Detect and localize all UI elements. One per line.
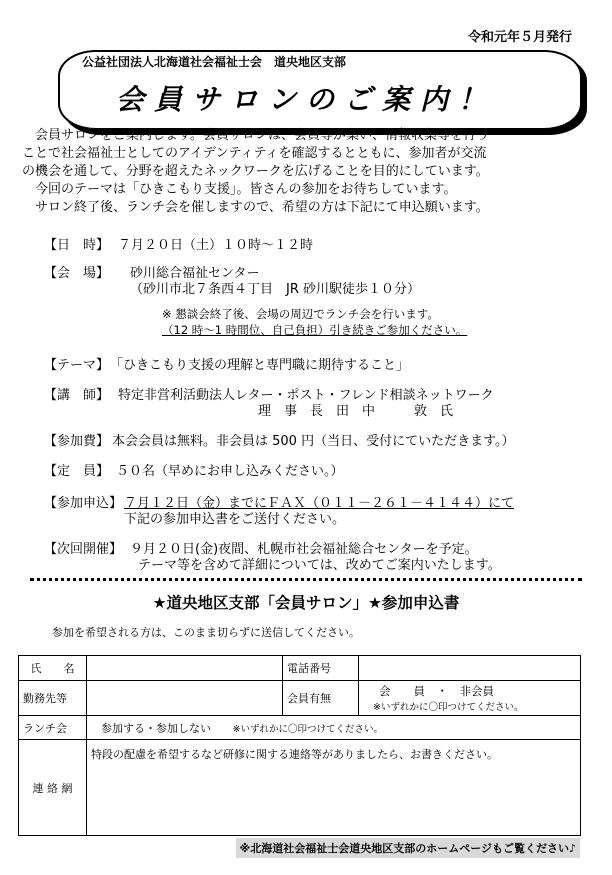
- footer-note: ※北海道社会福祉士会道央地区支部のホームページもご覧ください♪: [236, 838, 581, 858]
- capacity-value: ５０名（早めにお申し込みください。）: [116, 464, 344, 479]
- lecturer-name: 理 事 長 田 中 敦 氏: [258, 404, 454, 419]
- issue-date: 令和元年５月発行: [467, 30, 572, 45]
- page-title: 会員サロンのご案内！: [115, 83, 496, 116]
- contact-label: 連 絡 網: [19, 740, 87, 836]
- fee-value: 本会会員は無料。非会員は 500 円（当日、受付にていただきます。）: [112, 434, 515, 449]
- intro-line: サロン終了後、ランチ会を催しますので、希望の方は下記にて申込願います。: [22, 200, 489, 215]
- next-event-note: テーマ等を含めて詳細については、改めてご案内いたします。: [138, 558, 501, 573]
- venue-value: 砂川総合福祉センター: [130, 266, 260, 281]
- cut-line-divider: [30, 578, 582, 581]
- member-field[interactable]: [359, 681, 581, 716]
- apply-instruction: 下記の参加申込書をご送付ください。: [124, 512, 346, 527]
- lecturer-label: 【講 師】: [44, 388, 110, 403]
- member-hint: ※いずれかに〇印つけてください。: [373, 702, 524, 713]
- intro-line: 会員サロンをご案内します。会員サロンは、会員等が集い、情報収集等を行う: [22, 128, 489, 143]
- next-label: 【次回開催】: [44, 542, 123, 557]
- datetime-value: ７月２０日（土）１０時～１２時: [118, 238, 314, 253]
- form-title: ★道央地区支部「会員サロン」★参加申込書: [152, 594, 460, 612]
- name-label: 氏 名: [19, 656, 87, 681]
- phone-field[interactable]: [359, 656, 581, 681]
- form-note: 参加を希望される方は、このまま切らずに送信してください。: [52, 626, 360, 639]
- lunch-note: ※ 懇談会終了後、会場の周辺でランチ会を行います。: [162, 307, 439, 321]
- next-event: ９月２０日(金)夜間、札幌市社会福祉総合センターを予定。: [130, 542, 478, 557]
- intro-line: の機会を通して、分野を超えたネックワークを広げることを目的にしています。: [22, 164, 489, 179]
- workplace-label: 勤務先等: [19, 681, 87, 716]
- name-field[interactable]: [87, 656, 283, 681]
- datetime-label: 【日 時】: [44, 238, 110, 253]
- capacity-label: 【定 員】: [44, 464, 110, 479]
- theme-value: 「ひきこもり支援の理解と専門職に期待すること」: [110, 358, 410, 373]
- fee-label: 【参加費】: [44, 434, 110, 449]
- lecturer-org: 特定非営利活動法人レター・ポスト・フレンド相談ネットワーク: [118, 388, 494, 403]
- organization-name: 公益社団法人北海道社会福祉士会 道央地区支部: [82, 55, 347, 69]
- apply-label: 【参加申込】: [44, 496, 123, 511]
- lunch-note-detail: （12 時～1 時間位、自己負担）引き続きご参加ください。: [162, 323, 468, 337]
- venue-address: （砂川市北７条西４丁目 JR 砂川駅徒歩１０分）: [130, 282, 420, 297]
- venue-label: 【会 場】: [44, 266, 110, 281]
- theme-label: 【テーマ】: [44, 358, 110, 373]
- member-label: 会員有無: [283, 681, 359, 716]
- application-form: [18, 655, 581, 836]
- contact-field[interactable]: [87, 740, 581, 836]
- lunch-field[interactable]: [87, 716, 581, 740]
- intro-line: 今回のテーマは「ひきこもり支援」。皆さんの参加をお待ちしています。: [22, 182, 457, 197]
- intro-text: [22, 127, 597, 217]
- contact-prompt: 特段の配慮を希望するなど研修に関する連絡等がありましたら、お書きください。: [91, 748, 498, 761]
- lunch-hint: ※いずれかに〇印つけてください。: [232, 723, 383, 735]
- workplace-field[interactable]: [87, 681, 283, 716]
- apply-deadline: ７月１２日（金）までにＦＡＸ（０１１－２６１－４１４４）にて: [124, 496, 515, 511]
- lunch-label: ランチ会: [19, 716, 87, 740]
- member-options: 会 員 ・ 非会員: [379, 684, 494, 698]
- phone-label: 電話番号: [283, 656, 359, 681]
- lunch-options: 参加する・参加しない: [101, 721, 211, 735]
- intro-line: ことで社会福祉士としてのアイデンティティを確認するとともに、参加者が交流: [22, 146, 487, 161]
